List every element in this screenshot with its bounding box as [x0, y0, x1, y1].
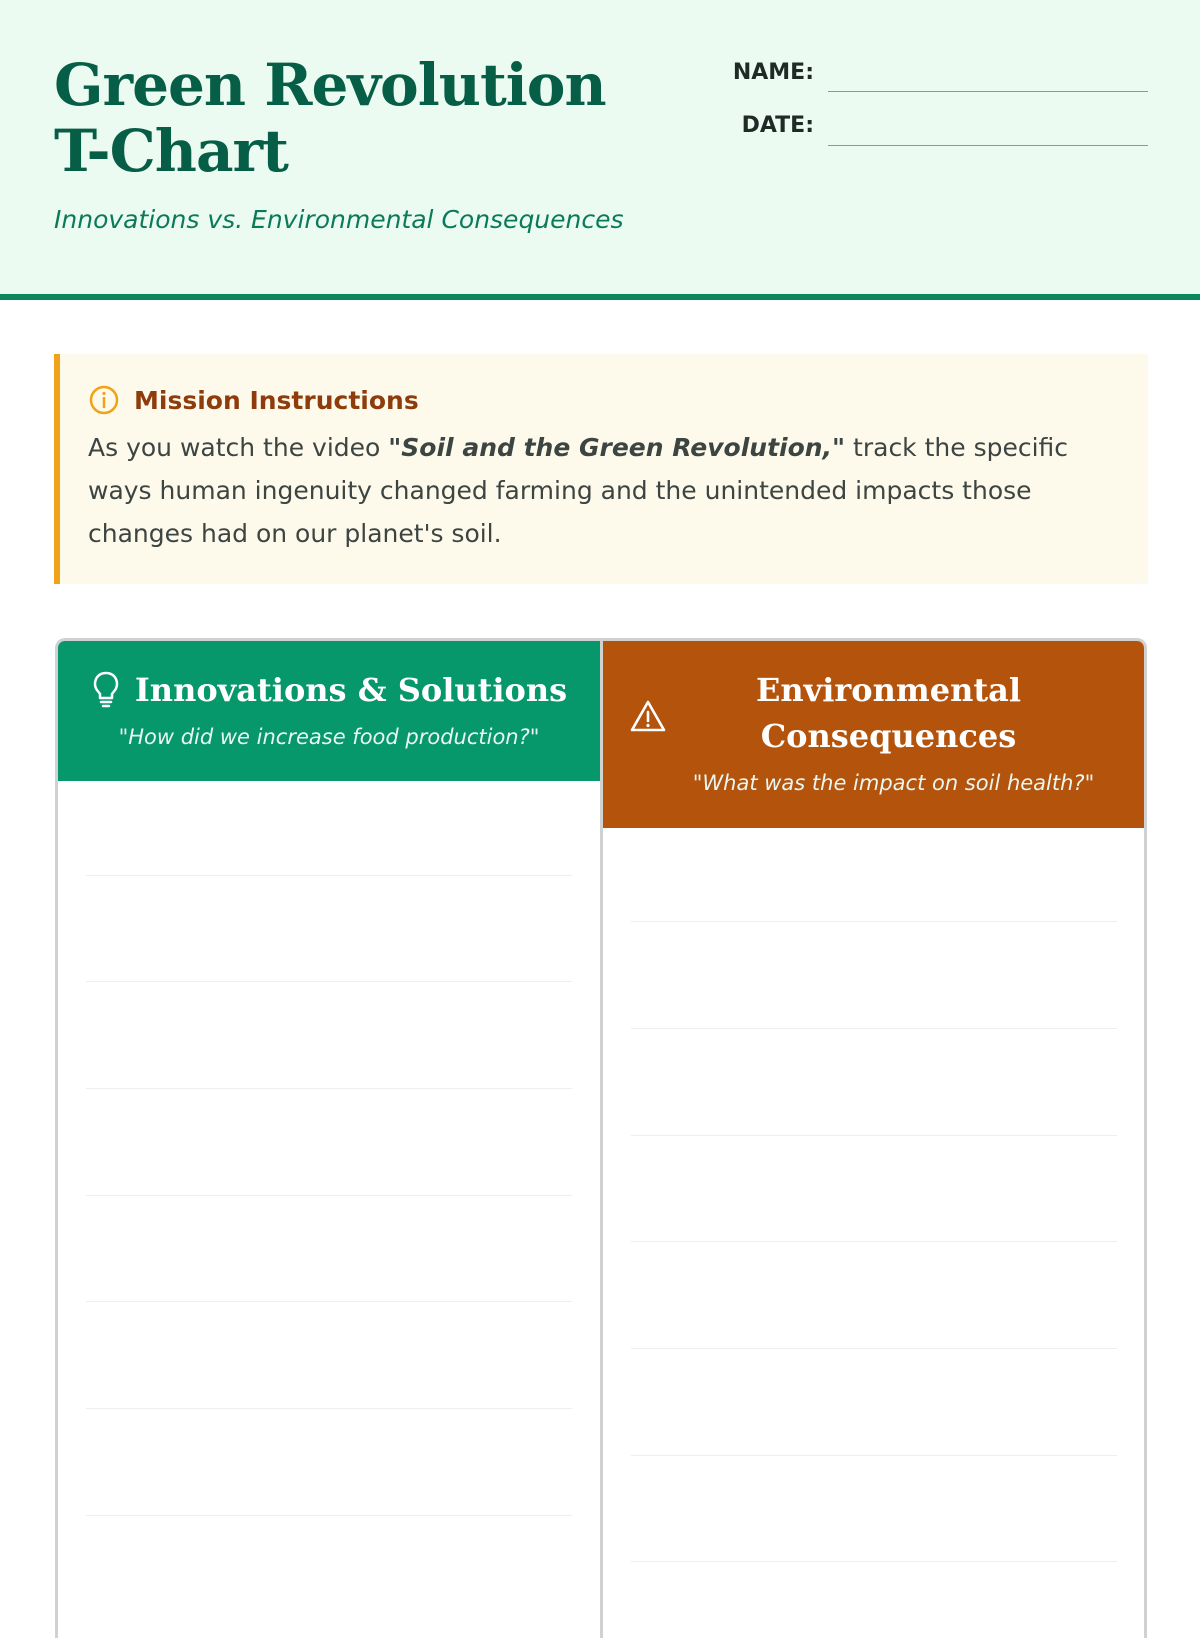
writing-line[interactable] [86, 1301, 572, 1302]
writing-line[interactable] [631, 921, 1117, 922]
consequences-title: Environmental Consequences [755, 671, 1022, 755]
writing-line[interactable] [86, 1195, 572, 1196]
mission-instructions [54, 354, 1148, 584]
writing-line[interactable] [86, 1408, 572, 1409]
writing-line[interactable] [86, 875, 572, 876]
writing-line[interactable] [631, 1348, 1117, 1349]
lightbulb-icon [91, 670, 121, 710]
writing-line[interactable] [631, 1028, 1117, 1029]
instructions-heading [88, 384, 419, 416]
consequences-header [603, 641, 1144, 828]
writing-line[interactable] [631, 1455, 1117, 1456]
innovations-column [58, 641, 600, 1638]
writing-line[interactable] [631, 1241, 1117, 1242]
date-label: DATE: [741, 113, 814, 138]
writing-line[interactable] [86, 1515, 572, 1516]
writing-line[interactable] [631, 1135, 1117, 1136]
writing-line[interactable] [631, 1561, 1117, 1562]
consequences-column [603, 641, 1144, 1638]
instructions-title: Mission Instructions [134, 385, 419, 415]
worksheet-header [0, 0, 1200, 300]
name-label: NAME: [732, 60, 814, 85]
innovations-header [58, 641, 600, 781]
page-subtitle: Innovations vs. Environmental Consequences [54, 205, 624, 234]
innovations-question: "How did we increase food production?" [118, 725, 540, 749]
instructions-text-before: As you watch the video [88, 433, 389, 462]
instructions-text [88, 426, 1118, 555]
writing-line[interactable] [86, 981, 572, 982]
t-chart [55, 638, 1147, 1638]
innovations-title: Innovations & Solutions [134, 671, 568, 709]
instructions-text-after: track the specific ways human ingenuity changed farming and the unintended impacts those changes had on our planet's soil. [88, 433, 1069, 548]
writing-line[interactable] [86, 1088, 572, 1089]
consequences-question: "What was the impact on soil health?" [692, 771, 1095, 795]
page-title: Green Revolution T-Chart [54, 51, 606, 185]
name-field[interactable] [828, 91, 1148, 92]
video-title: "Soil and the Green Revolution," [388, 433, 846, 462]
date-field[interactable] [828, 145, 1148, 146]
info-icon [88, 384, 120, 416]
